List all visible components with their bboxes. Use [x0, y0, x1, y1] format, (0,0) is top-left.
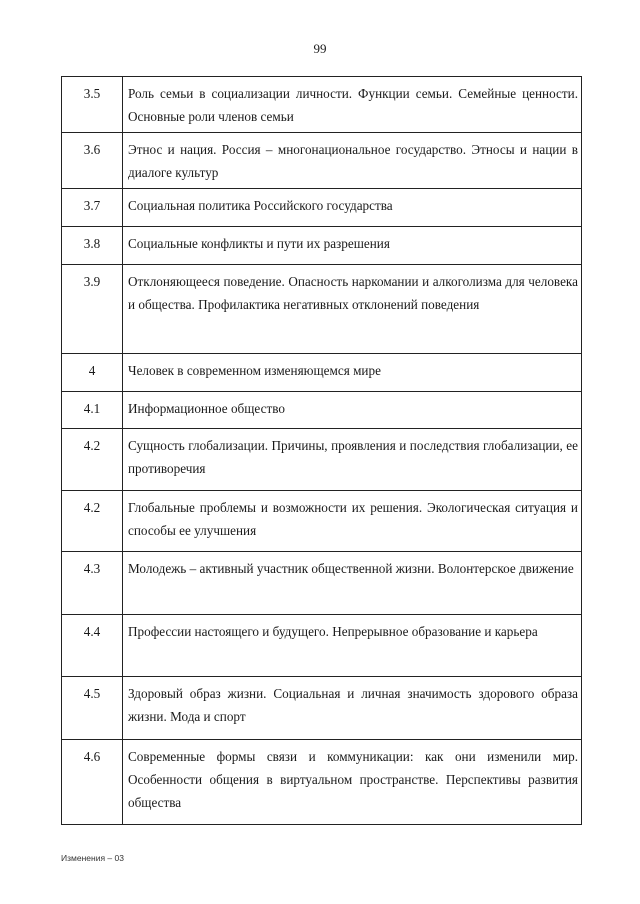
table-row	[62, 740, 582, 825]
row-text: Глобальные проблемы и возможности их решения. Экологическая ситуация и способы ее улучшения	[123, 491, 582, 552]
row-number: 3.7	[62, 189, 123, 227]
table-row	[62, 677, 582, 740]
table-row	[62, 265, 582, 354]
row-text: Отклоняющееся поведение. Опасность наркомании и алкоголизма для человека и общества. Профилактика негативных отклонений поведения	[123, 265, 582, 354]
row-text: Роль семьи в социализации личности. Функции семьи. Семейные ценности. Основные роли членов семьи	[123, 77, 582, 133]
row-text: Социальные конфликты и пути их разрешения	[123, 227, 582, 265]
table-row	[62, 77, 582, 133]
row-number: 4.6	[62, 740, 123, 825]
row-text: Сущность глобализации. Причины, проявления и последствия глобализации, ее противоречия	[123, 429, 582, 491]
table-row	[62, 392, 582, 429]
topics-table	[61, 76, 582, 825]
row-number: 4.1	[62, 392, 123, 429]
table-row	[62, 189, 582, 227]
table-row	[62, 354, 582, 392]
page-number: 99	[313, 41, 327, 56]
row-number: 3.5	[62, 77, 123, 133]
row-text: Информационное общество	[123, 392, 582, 429]
row-number: 4.4	[62, 615, 123, 677]
row-number: 3.9	[62, 265, 123, 354]
row-number: 4	[62, 354, 123, 392]
row-number: 4.2	[62, 491, 123, 552]
row-text: Здоровый образ жизни. Социальная и личная значимость здорового образа жизни. Мода и спорт	[123, 677, 582, 740]
row-text: Социальная политика Российского государства	[123, 189, 582, 227]
table-row	[62, 429, 582, 491]
row-text: Человек в современном изменяющемся мире	[123, 354, 582, 392]
table-row	[62, 552, 582, 615]
row-number: 4.3	[62, 552, 123, 615]
table-row	[62, 615, 582, 677]
table-row	[62, 491, 582, 552]
row-number: 4.5	[62, 677, 123, 740]
row-number: 3.8	[62, 227, 123, 265]
table-row	[62, 133, 582, 189]
row-number: 3.6	[62, 133, 123, 189]
row-text: Современные формы связи и коммуникации: как они изменили мир. Особенности общения в виртуальном пространстве. Перспективы развития общества	[123, 740, 582, 825]
row-text: Этнос и нация. Россия – многонациональное государство. Этносы и нации в диалоге культур	[123, 133, 582, 189]
table-row	[62, 227, 582, 265]
row-number: 4.2	[62, 429, 123, 491]
footer-revision-note: Изменения – 03	[61, 853, 124, 863]
row-text: Молодежь – активный участник общественной жизни. Волонтерское движение	[123, 552, 582, 615]
row-text: Профессии настоящего и будущего. Непрерывное образование и карьера	[123, 615, 582, 677]
